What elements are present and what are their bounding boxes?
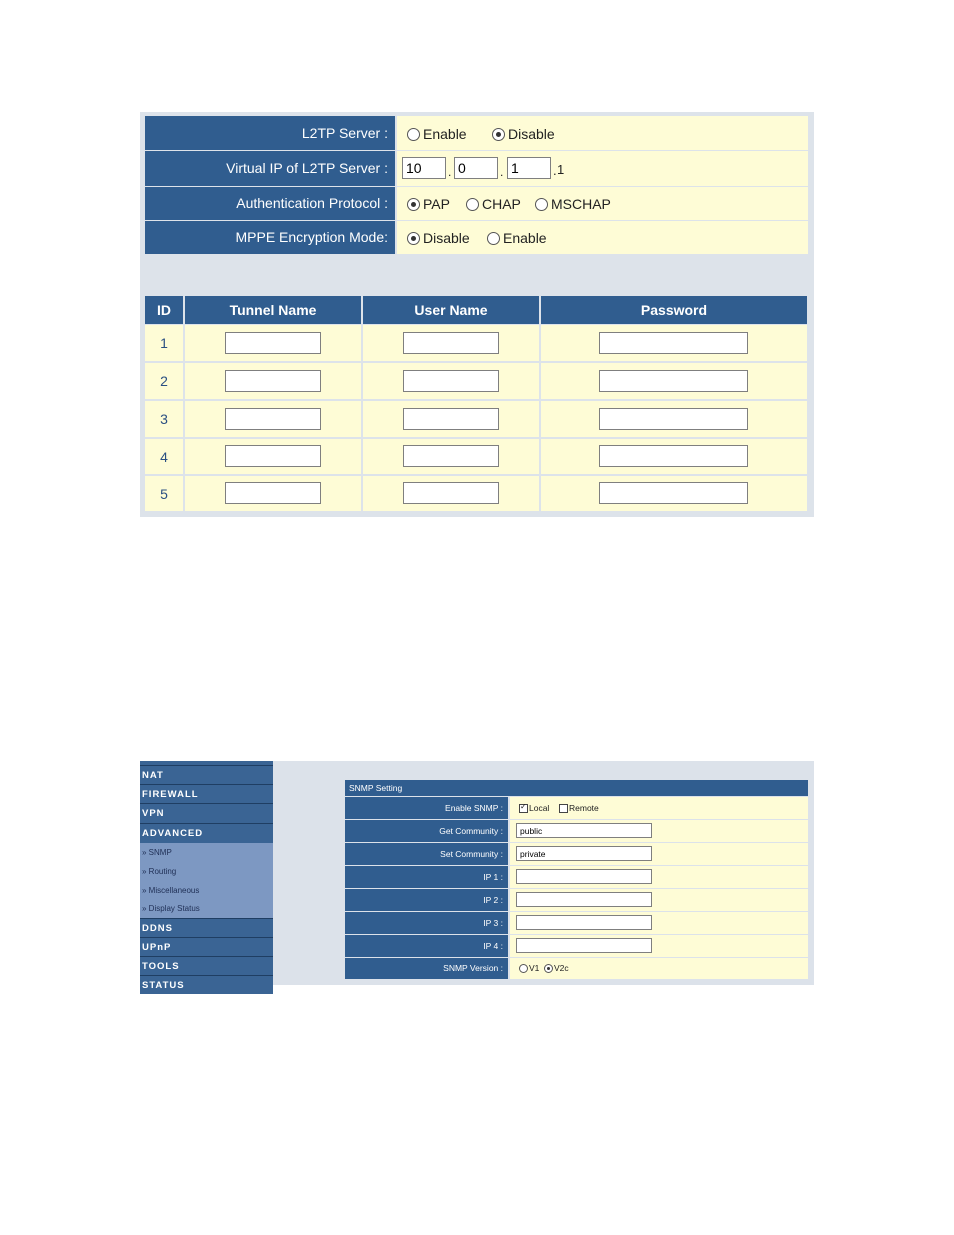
- ip4-input[interactable]: [516, 938, 652, 953]
- radio-icon: [519, 964, 528, 973]
- virtual-ip-label: Virtual IP of L2TP Server :: [145, 151, 395, 186]
- subnav-item-routing[interactable]: » Routing: [142, 867, 177, 876]
- l2tp-settings-panel: [140, 112, 814, 517]
- nav-item-tools[interactable]: TOOLS: [140, 956, 273, 975]
- password-input[interactable]: [599, 370, 748, 392]
- nav-item-advanced[interactable]: ADVANCED: [140, 823, 273, 843]
- tunnel-name-input[interactable]: [225, 370, 321, 392]
- enable-remote-checkbox[interactable]: Remote: [559, 803, 599, 813]
- get-community-input[interactable]: [516, 823, 652, 838]
- mppe-enable-radio[interactable]: Enable: [487, 230, 547, 246]
- set-community-label: Set Community :: [345, 843, 508, 865]
- nav-item-upnp[interactable]: UPnP: [140, 937, 273, 956]
- checkbox-icon: [559, 804, 568, 813]
- user-name-input[interactable]: [403, 482, 499, 504]
- mppe-value: [397, 221, 808, 254]
- subnav-item-snmp[interactable]: » SNMP: [142, 848, 172, 857]
- snmp-version-v2c-radio[interactable]: V2c: [544, 963, 569, 973]
- user-name-input[interactable]: [403, 445, 499, 467]
- password-input[interactable]: [599, 332, 748, 354]
- auth-chap-radio[interactable]: CHAP: [466, 196, 521, 212]
- user-name-input[interactable]: [403, 408, 499, 430]
- radio-selected-icon: [407, 232, 420, 245]
- tunnel-name-input[interactable]: [225, 408, 321, 430]
- radio-icon: [466, 198, 479, 211]
- snmp-version-label: SNMP Version :: [345, 958, 508, 979]
- virtual-ip-octet-1[interactable]: [402, 157, 446, 179]
- auth-pap-radio[interactable]: PAP: [407, 196, 450, 212]
- ip-separator: .: [500, 165, 504, 179]
- ip3-label: IP 3 :: [345, 912, 508, 934]
- l2tp-server-disable-radio[interactable]: Disable: [492, 126, 555, 142]
- password-input[interactable]: [599, 445, 748, 467]
- l2tp-server-label: L2TP Server :: [145, 116, 395, 150]
- mppe-label: MPPE Encryption Mode:: [145, 221, 395, 254]
- nav-item-ddns[interactable]: DDNS: [140, 918, 273, 937]
- row-id: 3: [145, 401, 183, 437]
- ip-separator: .: [553, 163, 557, 178]
- password-input[interactable]: [599, 408, 748, 430]
- virtual-ip-octet-3[interactable]: [507, 157, 551, 179]
- col-header-user-name: User Name: [363, 296, 539, 324]
- auth-mschap-radio[interactable]: MSCHAP: [535, 196, 611, 212]
- ip2-input[interactable]: [516, 892, 652, 907]
- row-id: 1: [145, 325, 183, 361]
- nav-item-firewall[interactable]: FIREWALL: [140, 784, 273, 803]
- auth-protocol-label: Authentication Protocol :: [145, 187, 395, 220]
- enable-local-checkbox[interactable]: ✓ Local: [519, 803, 549, 813]
- auth-protocol-value: [397, 187, 808, 220]
- l2tp-server-row: [145, 116, 948, 150]
- subnav-item-display-status[interactable]: » Display Status: [142, 904, 200, 913]
- row-id: 4: [145, 439, 183, 474]
- user-name-input[interactable]: [403, 370, 499, 392]
- virtual-ip-value: [397, 151, 808, 186]
- virtual-ip-octet-4: 1: [557, 162, 565, 177]
- radio-icon: [487, 232, 500, 245]
- subnav-item-miscellaneous[interactable]: » Miscellaneous: [142, 886, 200, 895]
- user-name-input[interactable]: [403, 332, 499, 354]
- get-community-label: Get Community :: [345, 820, 508, 842]
- row-id: 2: [145, 363, 183, 399]
- tunnel-name-input[interactable]: [225, 482, 321, 504]
- col-header-tunnel-name: Tunnel Name: [185, 296, 361, 324]
- col-header-id: ID: [145, 296, 183, 324]
- tunnel-name-input[interactable]: [225, 445, 321, 467]
- ip2-label: IP 2 :: [345, 889, 508, 911]
- radio-icon: [407, 128, 420, 141]
- tunnel-name-input[interactable]: [225, 332, 321, 354]
- radio-selected-icon: [492, 128, 505, 141]
- radio-selected-icon: [407, 198, 420, 211]
- password-input[interactable]: [599, 482, 748, 504]
- checkbox-checked-icon: [519, 804, 528, 813]
- nav-item-vpn[interactable]: VPN: [140, 803, 273, 823]
- auth-protocol-row: [145, 187, 948, 220]
- snmp-setting-title: SNMP Setting: [345, 780, 808, 796]
- ip3-input[interactable]: [516, 915, 652, 930]
- advanced-submenu: [140, 843, 273, 918]
- set-community-input[interactable]: [516, 846, 652, 861]
- snmp-settings-panel: [140, 761, 814, 991]
- virtual-ip-octet-2[interactable]: [454, 157, 498, 179]
- enable-snmp-label: Enable SNMP :: [345, 797, 508, 819]
- radio-icon: [535, 198, 548, 211]
- nav-item-status[interactable]: STATUS: [140, 975, 273, 994]
- virtual-ip-row: [145, 151, 948, 186]
- l2tp-server-value: [397, 116, 808, 150]
- radio-selected-icon: [544, 964, 553, 973]
- ip1-label: IP 1 :: [345, 866, 508, 888]
- l2tp-server-enable-radio[interactable]: Enable: [407, 126, 467, 142]
- ip4-label: IP 4 :: [345, 935, 508, 957]
- snmp-version-v1-radio[interactable]: V1: [519, 963, 539, 973]
- col-header-password: Password: [541, 296, 807, 324]
- mppe-disable-radio[interactable]: Disable: [407, 230, 470, 246]
- mppe-row: [145, 221, 948, 254]
- ip1-input[interactable]: [516, 869, 652, 884]
- row-id: 5: [145, 476, 183, 511]
- ip-separator: .: [448, 165, 452, 179]
- nav-item-nat[interactable]: NAT: [140, 765, 273, 784]
